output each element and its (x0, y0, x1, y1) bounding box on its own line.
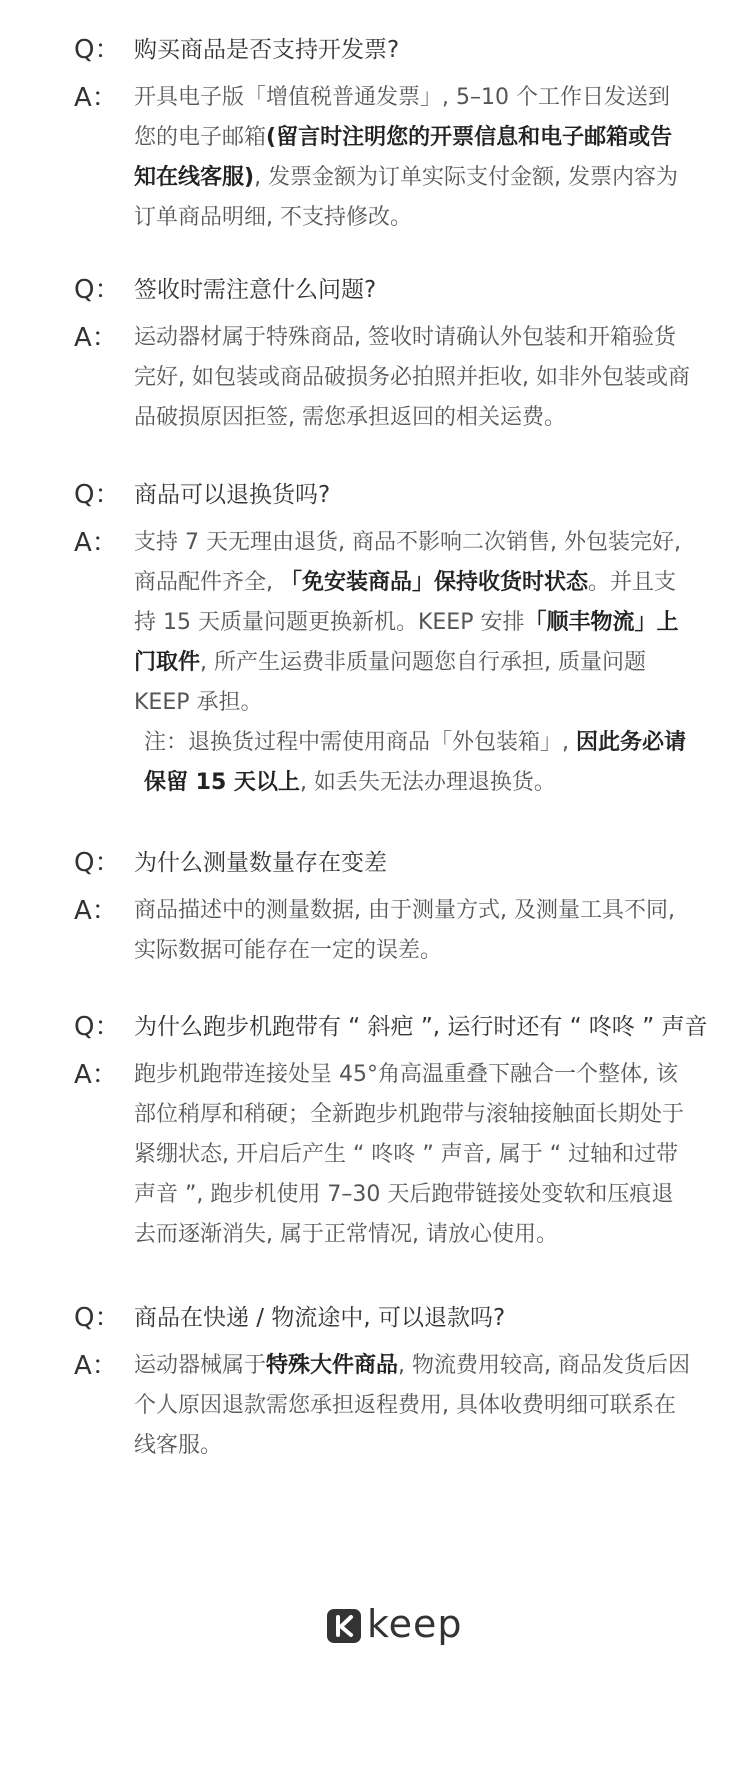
question-row (0, 30, 750, 70)
logo-wordmark: keep (367, 1602, 463, 1646)
answer-segment: 运动器材属于特殊商品, 签收时请确认外包装和开箱验货完好, 如包装或商品破损务必拍照并拒收, 如非外包装或商品破损原因拒签, 需您承担返回的相关运费。 (134, 325, 690, 430)
answer-emphasis: 特殊大件商品 (266, 1353, 399, 1378)
answer-paragraph (134, 1346, 690, 1466)
question-row (0, 475, 750, 515)
answer-text (134, 891, 690, 971)
answer-segment: , 发票金额为订单实际支付金额, 发票内容为订单商品明细, 不支持修改。 (134, 165, 679, 230)
answer-row (0, 1055, 750, 1255)
answer-segment: , 如丢失无法办理退换货。 (299, 770, 556, 795)
answer-paragraph (134, 523, 690, 723)
question-marker: Q： (74, 848, 121, 878)
answer-text (134, 1055, 690, 1255)
question-marker: Q： (74, 35, 121, 65)
question-text: 签收时需注意什么问题? (134, 277, 377, 303)
answer-segment: 运动器械属于 (134, 1353, 267, 1378)
answer-marker: A： (74, 528, 118, 558)
question-marker: Q： (74, 1303, 121, 1333)
answer-paragraph (134, 318, 690, 438)
answer-row (0, 891, 750, 971)
answer-text (134, 78, 690, 238)
answer-marker: A： (74, 1351, 118, 1381)
faq-item (0, 475, 750, 803)
answer-segment: 支持 7 天无理由退货, 商品不影响二次销售, 外包装完好, 商品配件齐全, (134, 530, 681, 595)
answer-segment: , 物流费用较高, 商品发货后因个人原因退款需您承担返程费用, 具体收费明细可联系在线客服。 (134, 1353, 691, 1458)
keep-k-icon (327, 1609, 361, 1643)
answer-marker: A： (74, 83, 118, 113)
answer-segment: 。并且支持 15 天质量问题更换新机。KEEP 安排 (134, 570, 677, 635)
question-marker: Q： (74, 275, 121, 305)
faq-item (0, 1007, 750, 1255)
faq-item (0, 30, 750, 238)
answer-text (134, 523, 690, 803)
question-text: 商品在快递 / 物流途中, 可以退款吗? (134, 1305, 506, 1331)
answer-marker: A： (74, 1060, 118, 1090)
answer-segment: 注：退换货过程中需使用商品「外包装箱」, (144, 730, 576, 755)
answer-segment: 商品描述中的测量数据, 由于测量方式, 及测量工具不同, 实际数据可能存在一定的误差。 (134, 898, 675, 963)
answer-marker: A： (74, 896, 118, 926)
keep-logo (327, 1602, 463, 1646)
question-marker: Q： (74, 480, 121, 510)
answer-row (0, 78, 750, 238)
answer-paragraph (134, 891, 690, 971)
faq-item (0, 1298, 750, 1466)
answer-emphasis: 「免安装商品」保持收货时状态 (280, 570, 589, 595)
answer-emphasis: (留言时注明您的开票信息和电子邮箱或告知在线客服) (134, 125, 673, 190)
answer-segment: , 所产生运费非质量问题您自行承担, 质量问题 KEEP 承担。 (134, 650, 646, 715)
answer-text (134, 1346, 690, 1466)
question-text: 商品可以退换货吗? (134, 482, 331, 508)
question-row (0, 270, 750, 310)
answer-paragraph (134, 1055, 690, 1255)
answer-emphasis: 「顺丰物流」上门取件 (134, 610, 679, 675)
question-text: 购买商品是否支持开发票? (134, 37, 400, 63)
question-row (0, 1298, 750, 1338)
answer-emphasis: 因此务必请保留 15 天以上 (144, 730, 687, 795)
answer-row (0, 523, 750, 803)
answer-paragraph (134, 78, 690, 238)
answer-row (0, 318, 750, 438)
question-row (0, 843, 750, 883)
answer-marker: A： (74, 323, 118, 353)
faq-item (0, 270, 750, 438)
faq-item (0, 843, 750, 971)
answer-text (134, 318, 690, 438)
question-text: 为什么测量数量存在变差 (134, 850, 387, 876)
question-marker: Q： (74, 1012, 121, 1042)
answer-segment: 开具电子版「增值税普通发票」, 5–10 个工作日发送到您的电子邮箱 (134, 85, 670, 150)
question-text: 为什么跑步机跑带有 “ 斜疤 ”, 运行时还有 “ 咚咚 ” 声音 (134, 1014, 708, 1040)
answer-segment: 跑步机跑带连接处呈 45°角高温重叠下融合一个整体, 该部位稍厚和稍硬；全新跑步机跑带与滚轴接触面长期处于紧绷状态, 开启后产生 “ 咚咚 ” 声音, 属于 “ 过轴和过带声音 ”, 跑步机使用 7–30 天后跑带链接处变软和压痕退去而逐渐消失, 属于正常情况, 请放心使用。 (134, 1062, 685, 1247)
answer-note (134, 723, 690, 803)
question-row (0, 1007, 750, 1047)
answer-row (0, 1346, 750, 1466)
